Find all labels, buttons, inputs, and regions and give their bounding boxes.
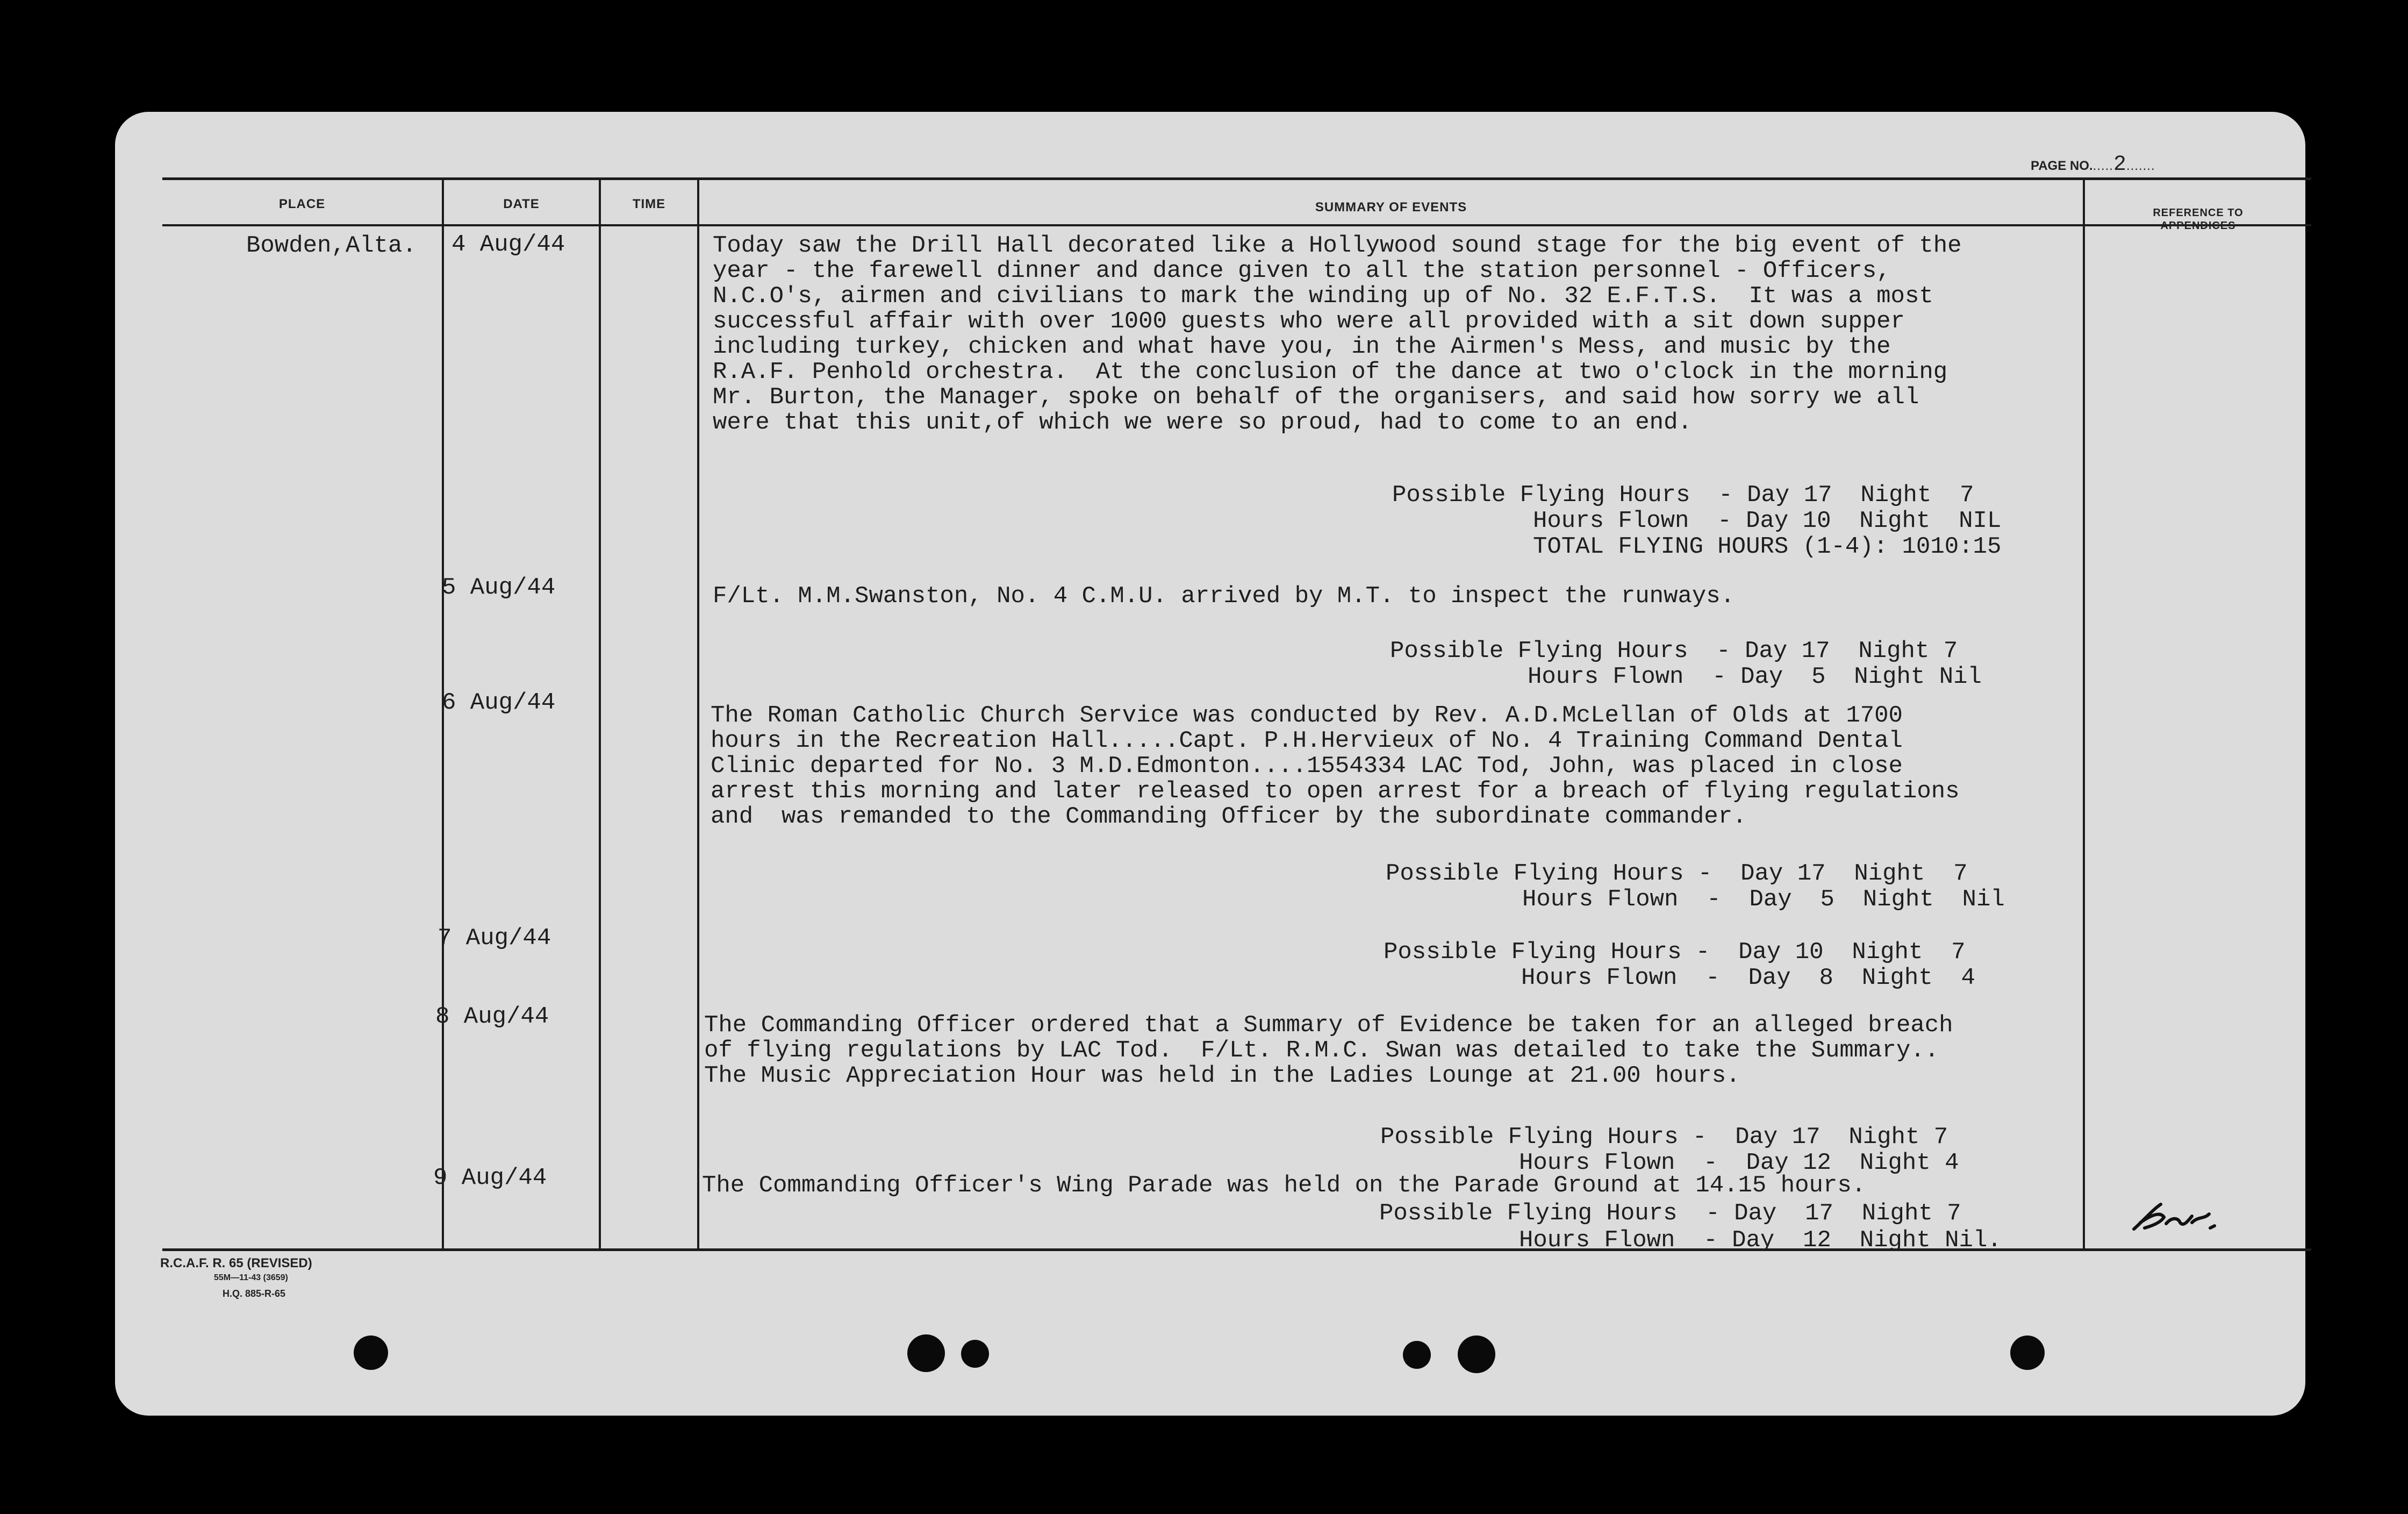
time-header: TIME [632, 197, 666, 211]
possible-hours-line: Possible Flying Hours - Day 17 Night 7 [1386, 860, 1968, 887]
handwritten-initials [2128, 1198, 2236, 1236]
punch-hole [354, 1336, 388, 1370]
entry-aug-9-text: The Commanding Officer's Wing Parade was held on the Parade Ground at 14.15 hours. [702, 1172, 1866, 1199]
date-aug-6: 6 Aug/44 [442, 689, 556, 716]
hours-flown-line: Hours Flown - Day 10 Night NIL [1533, 508, 2002, 534]
text-line: successful affair with over 1000 guests who were all provided with a sit down supper [713, 308, 1905, 335]
hours-flown-line: Hours Flown - Day 5 Night Nil [1528, 663, 1982, 690]
text-line: Mr. Burton, the Manager, spoke on behalf of the organisers, and said how sorry we all [713, 384, 1919, 411]
text-line: The Roman Catholic Church Service was conducted by Rev. A.D.McLellan of Olds at 1700 [711, 702, 1903, 729]
punch-hole [907, 1334, 945, 1372]
date-aug-9: 9 Aug/44 [433, 1165, 547, 1191]
top-rule [162, 177, 2311, 180]
form-id-line2: 55M—11-43 (3659) [214, 1273, 288, 1282]
text-line: were that this unit,of which we were so proud, had to come to an end. [713, 409, 1692, 436]
place-header: PLACE [278, 197, 326, 211]
possible-hours-line: Possible Flying Hours - Day 10 Night 7 [1384, 939, 1966, 966]
reference-header-line1: REFERENCE TO [2153, 207, 2244, 219]
punch-hole [1403, 1341, 1431, 1369]
entry-aug-5-text: F/Lt. M.M.Swanston, No. 4 C.M.U. arrived by M.T. to inspect the runways. [713, 583, 1735, 610]
punch-hole [2010, 1336, 2045, 1370]
text-line: including turkey, chicken and what have you, in the Airmen's Mess, and music by the [713, 333, 1891, 360]
date-aug-7: 7 Aug/44 [438, 925, 551, 952]
text-line: Today saw the Drill Hall decorated like a Hollywood sound stage for the big event of the [713, 232, 1962, 259]
possible-hours-line: Possible Flying Hours - Day 17 Night 7 [1379, 1200, 1961, 1227]
hours-flown-line: Hours Flown - Day 5 Night Nil [1522, 886, 2005, 913]
text-line: The Music Appreciation Hour was held in the Ladies Lounge at 21.00 hours. [704, 1062, 1740, 1089]
date-aug-5: 5 Aug/44 [442, 574, 556, 601]
hours-flown-line: Hours Flown - Day 8 Night 4 [1521, 965, 1975, 991]
text-line: R.A.F. Penhold orchestra. At the conclusion of the dance at two o'clock in the morning [713, 359, 1948, 385]
place-value: Bowden,Alta. [246, 232, 417, 259]
text-line: Clinic departed for No. 3 M.D.Edmonton....1554334 LAC Tod, John, was placed in close [711, 753, 1903, 780]
text-line: of flying regulations by LAC Tod. F/Lt. R.M.C. Swan was detailed to take the Summary.. [704, 1037, 1939, 1064]
col-divider-date-time [599, 180, 601, 1250]
punch-hole [1458, 1336, 1495, 1373]
date-aug-8: 8 Aug/44 [435, 1003, 549, 1030]
summary-header: SUMMARY OF EVENTS [1315, 200, 1467, 215]
text-line: hours in the Recreation Hall.....Capt. P.H.Hervieux of No. 4 Training Command Dental [711, 727, 1903, 754]
hours-flown-line: Hours Flown - Day 12 Night 4 [1519, 1149, 1959, 1176]
date-header: DATE [503, 197, 540, 211]
text-line: arrest this morning and later released to open arrest for a breach of flying regulations [711, 778, 1960, 805]
punch-hole [961, 1340, 989, 1368]
text-line: year - the farewell dinner and dance given to all the station personnel - Officers, [713, 258, 1891, 284]
col-divider-summary-reference [2083, 180, 2085, 1250]
page-number: PAGE NO......2....... [2031, 153, 2155, 177]
reference-header [2085, 206, 2311, 232]
possible-hours-line: Possible Flying Hours - Day 17 Night 7 [1390, 638, 1958, 665]
hours-flown-line: Hours Flown - Day 12 Night Nil. [1519, 1227, 2002, 1254]
date-aug-4: 4 Aug/44 [452, 231, 565, 258]
page-number-label: PAGE NO. [2031, 159, 2093, 173]
page-number-value: 2 [2113, 153, 2126, 177]
text-line: The Commanding Officer ordered that a Summary of Evidence be taken for an alleged breach [704, 1012, 1953, 1039]
possible-hours-line: Possible Flying Hours - Day 17 Night 7 [1392, 482, 1974, 509]
possible-hours-line: Possible Flying Hours - Day 17 Night 7 [1380, 1124, 1948, 1151]
reference-header-line2: APPENDICES [2160, 220, 2236, 232]
text-line: and was remanded to the Commanding Officer by the subordinate commander. [711, 803, 1747, 830]
form-id-line1: R.C.A.F. R. 65 (REVISED) [160, 1256, 312, 1270]
text-line: N.C.O's, airmen and civilians to mark the winding up of No. 32 E.F.T.S. It was a most [713, 283, 1933, 310]
total-hours-line: TOTAL FLYING HOURS (1-4): 1010:15 [1533, 533, 2002, 560]
header-rule [162, 224, 2311, 226]
form-id-line3: H.Q. 885-R-65 [223, 1288, 286, 1299]
col-divider-time-summary [697, 180, 699, 1250]
